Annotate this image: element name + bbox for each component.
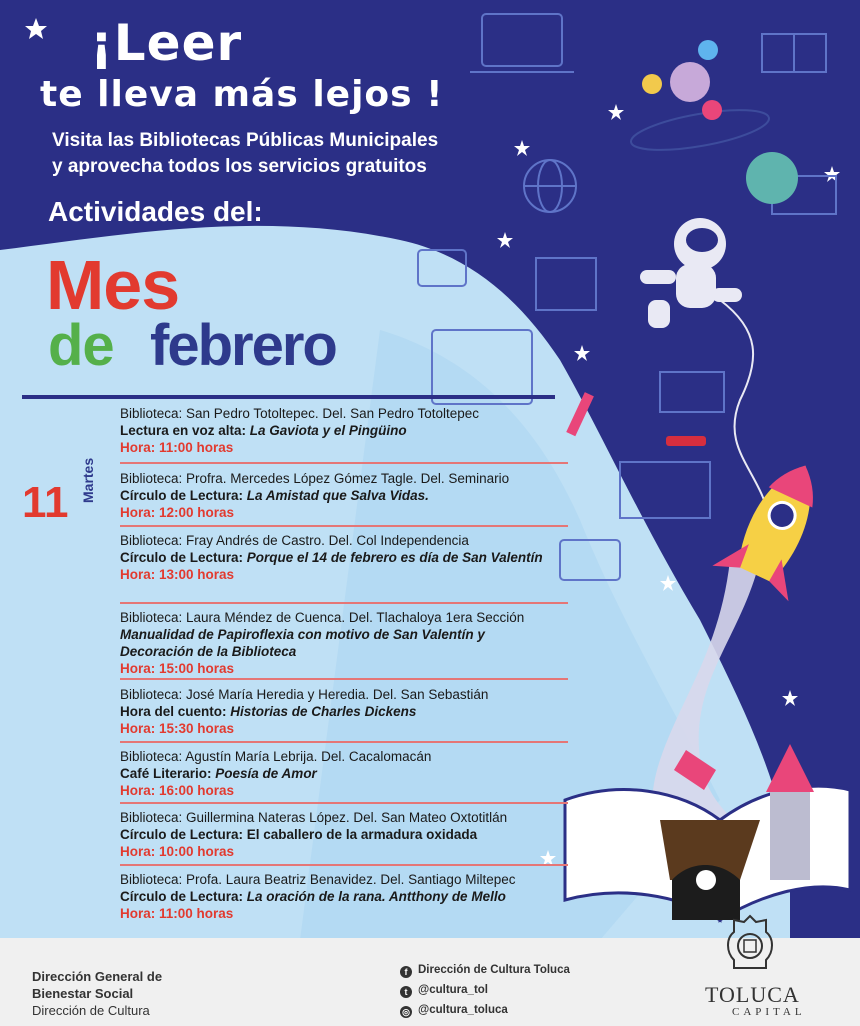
event-library: Biblioteca: José María Heredia y Heredia. Del. San Sebastián <box>120 687 489 702</box>
event-activity: Café Literario: Poesía de Amor <box>120 766 317 781</box>
facebook-icon: f <box>400 966 412 978</box>
event-library: Biblioteca: San Pedro Totoltepec. Del. San Pedro Totoltepec <box>120 406 479 421</box>
twitter-icon: t <box>400 986 412 998</box>
event-time: Hora: 16:00 horas <box>120 783 235 798</box>
event-library: Biblioteca: Guillermina Nateras López. Del. San Mateo Oxtotitlán <box>120 810 508 825</box>
twitter-link[interactable]: t @cultura_tol <box>400 984 488 998</box>
event-time: Hora: 15:00 horas <box>120 661 235 676</box>
event-time: Hora: 10:00 horas <box>120 844 235 859</box>
event-activity: Círculo de Lectura: Porque el 14 de febrero es día de San Valentín <box>120 550 543 565</box>
heading-divider <box>22 395 555 399</box>
event-time: Hora: 12:00 horas <box>120 505 235 520</box>
footer-org-line1: Dirección General de <box>32 969 163 984</box>
footer-org-line3: Dirección de Cultura <box>32 1003 150 1018</box>
event-activity: Círculo de Lectura: La Amistad que Salva Vidas. <box>120 488 429 503</box>
event-library: Biblioteca: Laura Méndez de Cuenca. Del. Tlachaloya 1era Sección <box>120 610 525 625</box>
event-item <box>120 532 560 583</box>
event-time: Hora: 13:00 horas <box>120 567 235 582</box>
event-activity: Círculo de Lectura: El caballero de la armadura oxidada <box>120 827 478 842</box>
headline-leer: ¡Leer <box>90 14 243 72</box>
event-time: Hora: 11:00 horas <box>120 440 234 455</box>
facebook-link[interactable]: f Dirección de Cultura Toluca <box>400 964 570 978</box>
instagram-link[interactable]: ◎ @cultura_toluca <box>400 1004 508 1018</box>
event-separator <box>120 462 568 464</box>
event-library: Biblioteca: Fray Andrés de Castro. Del. Col Independencia <box>120 533 469 548</box>
planet-icon <box>746 152 798 204</box>
subtitle-line-1: Visita las Bibliotecas Públicas Municipales <box>52 130 439 151</box>
event-item <box>120 809 560 860</box>
event-library: Biblioteca: Profra. Mercedes López Gómez Tagle. Del. Seminario <box>120 471 510 486</box>
activities-heading: Actividades del: <box>48 196 263 227</box>
event-time: Hora: 15:30 horas <box>120 721 235 736</box>
city-name: TOLUCA <box>705 982 800 1007</box>
event-activity: Lectura en voz alta: La Gaviota y el Pingüino <box>120 423 407 438</box>
city-subtitle: CAPITAL <box>732 1006 806 1018</box>
event-item <box>120 609 560 677</box>
footer-org-line2: Bienestar Social <box>32 986 134 1001</box>
event-time: Hora: 11:00 horas <box>120 906 234 921</box>
event-item <box>120 470 560 521</box>
month-heading-febrero: febrero <box>150 313 336 378</box>
event-separator <box>120 602 568 604</box>
event-activity: Manualidad de Papiroflexia con motivo de San Valentín y Decoración de la Biblioteca <box>120 627 485 659</box>
event-weekday: Martes <box>80 457 96 503</box>
event-separator <box>120 741 568 743</box>
event-separator <box>120 678 568 680</box>
event-library: Biblioteca: Profa. Laura Beatriz Benavidez. Del. Santiago Miltepec <box>120 872 516 887</box>
headline-tagline: te lleva más lejos ! <box>40 74 444 115</box>
footer-org <box>32 968 162 1019</box>
instagram-icon: ◎ <box>400 1006 412 1018</box>
month-heading-de: de <box>48 313 114 378</box>
event-item <box>120 405 560 456</box>
event-item <box>120 686 560 737</box>
event-separator <box>120 802 568 804</box>
event-day: 11 <box>22 478 69 527</box>
event-activity: Hora del cuento: Historias de Charles Dickens <box>120 704 417 719</box>
seal-icon <box>722 912 778 976</box>
event-separator <box>120 525 568 527</box>
subtitle-line-2: y aprovecha todos los servicios gratuitos <box>52 156 427 177</box>
month-heading-mes: Mes <box>46 246 180 324</box>
event-activity: Círculo de Lectura: La oración de la rana. Antthony de Mello <box>120 889 506 904</box>
event-separator <box>120 864 568 866</box>
event-item <box>120 748 560 799</box>
event-item <box>120 871 560 922</box>
event-library: Biblioteca: Agustín María Lebrija. Del. Cacalomacán <box>120 749 432 764</box>
